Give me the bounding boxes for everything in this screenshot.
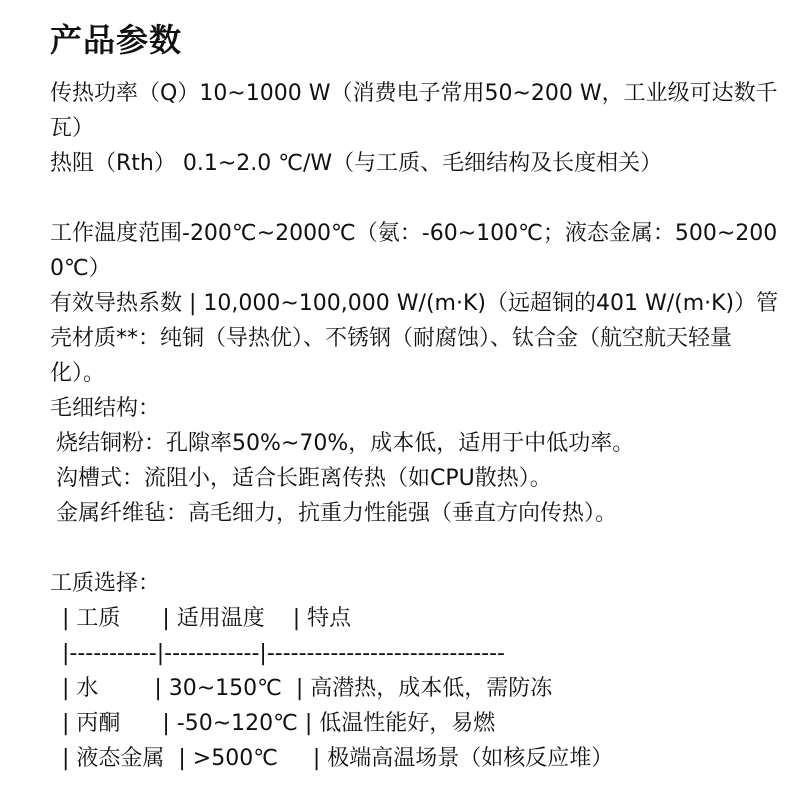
wick-heading: 毛细结构： (50, 396, 161, 421)
param-conductivity: 有效导热系数 | 10,000~100,000 W/(m·K)（远超铜的401 W/(m·K)）管壳材质**：纯铜（导热优）、不锈钢（耐腐蚀）、钛合金（航空航天轻量化）。 (50, 291, 779, 386)
fluid-table-row: | 水 | 30~150℃ | 高潜热，成本低，需防冻 (62, 676, 553, 701)
wick-item: 烧结铜粉：孔隙率50%~70%，成本低，适用于中低功率。 (56, 431, 635, 456)
wick-item: 沟槽式：流阻小，适合长距离传热（如CPU散热）。 (56, 466, 552, 491)
spacer (50, 531, 780, 566)
fluid-table-header: | 工质 | 适用温度 | 特点 (62, 606, 352, 631)
spacer (50, 181, 780, 216)
wick-item: 金属纤维毡：高毛细力，抗重力性能强（垂直方向传热）。 (56, 501, 618, 526)
document-body (50, 18, 780, 776)
param-heat-power: 传热功率（Q）10~1000 W（消费电子常用50~200 W，工业级可达数千瓦） (50, 81, 778, 141)
fluid-table-row: | 丙酮 | -50~120℃ | 低温性能好，易燃 (62, 711, 496, 736)
fluid-table-separator: |-----------|------------|------------------------------ (62, 641, 505, 666)
fluid-table-row: | 液态金属 | >500℃ | 极端高温场景（如核反应堆） (62, 746, 614, 771)
fluid-heading: 工质选择： (50, 571, 161, 596)
param-thermal-resistance: 热阻（Rth） 0.1~2.0 ℃/W（与工质、毛细结构及长度相关） (50, 151, 663, 176)
page-title: 产品参数 (50, 21, 183, 59)
param-temp-range: 工作温度范围-200℃~2000℃（氨：-60~100℃；液态金属：500~2000℃） (50, 221, 778, 281)
